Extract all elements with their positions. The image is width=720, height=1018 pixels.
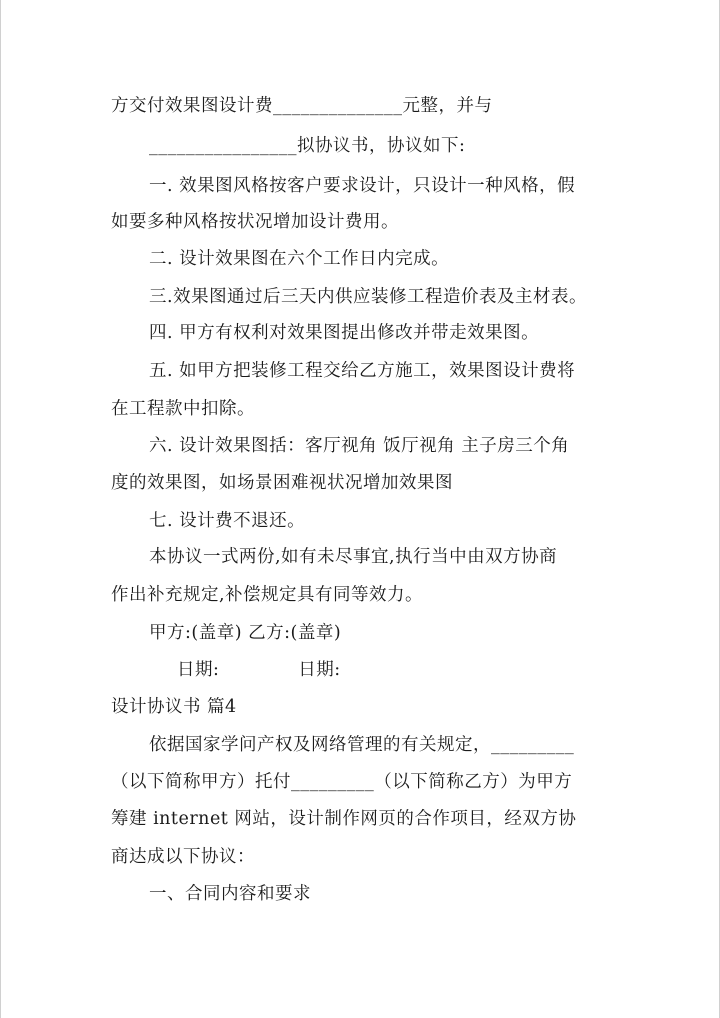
text-line: 度的效果图，如场景困难视状况增加效果图 xyxy=(111,473,453,493)
text-line: 三.效果图通过后三天内供应装修工程造价表及主材表。 xyxy=(149,287,588,307)
section-heading: 设计协议书 篇4 xyxy=(111,697,237,717)
text-line: 在工程款中扣除。 xyxy=(111,399,255,419)
text-line: 作出补充规定,补偿规定具有同等效力。 xyxy=(111,585,424,605)
text-line: （以下简称甲方）托付_________（以下简称乙方）为甲方 xyxy=(111,772,573,792)
text-line: 五. 如甲方把装修工程交给乙方施工，效果图设计费将 xyxy=(149,361,576,381)
text-line: 筹建 internet 网站，设计制作网页的合作项目，经双方协 xyxy=(111,809,577,829)
signature-parties: 甲方:(盖章) 乙方:(盖章) xyxy=(149,623,342,643)
text-line: 二. 设计效果图在六个工作日内完成。 xyxy=(149,249,450,269)
text-line: 一. 效果图风格按客户要求设计，只设计一种风格，假 xyxy=(149,176,576,196)
signature-dates: 日期: 日期: xyxy=(177,660,341,680)
text-line: 七. 设计费不退还。 xyxy=(149,511,306,531)
text-line: 六. 设计效果图括：客厅视角 饭厅视角 主子房三个角 xyxy=(149,436,570,456)
text-line: ________________拟协议书，协议如下: xyxy=(149,136,466,156)
text-line: 四. 甲方有权利对效果图提出修改并带走效果图。 xyxy=(149,323,540,343)
text-line: 如要多种风格按状况增加设计费用。 xyxy=(111,212,399,232)
text-line: 商达成以下协议： xyxy=(111,847,255,867)
text-line: 方交付效果图设计费______________元整，并与 xyxy=(111,96,493,116)
text-line: 本协议一式两份,如有未尽事宜,执行当中由双方协商 xyxy=(149,547,558,567)
text-line: 依据国家学问产权及网络管理的有关规定，_________ xyxy=(149,735,575,755)
subsection-heading: 一、合同内容和要求 xyxy=(149,884,311,904)
